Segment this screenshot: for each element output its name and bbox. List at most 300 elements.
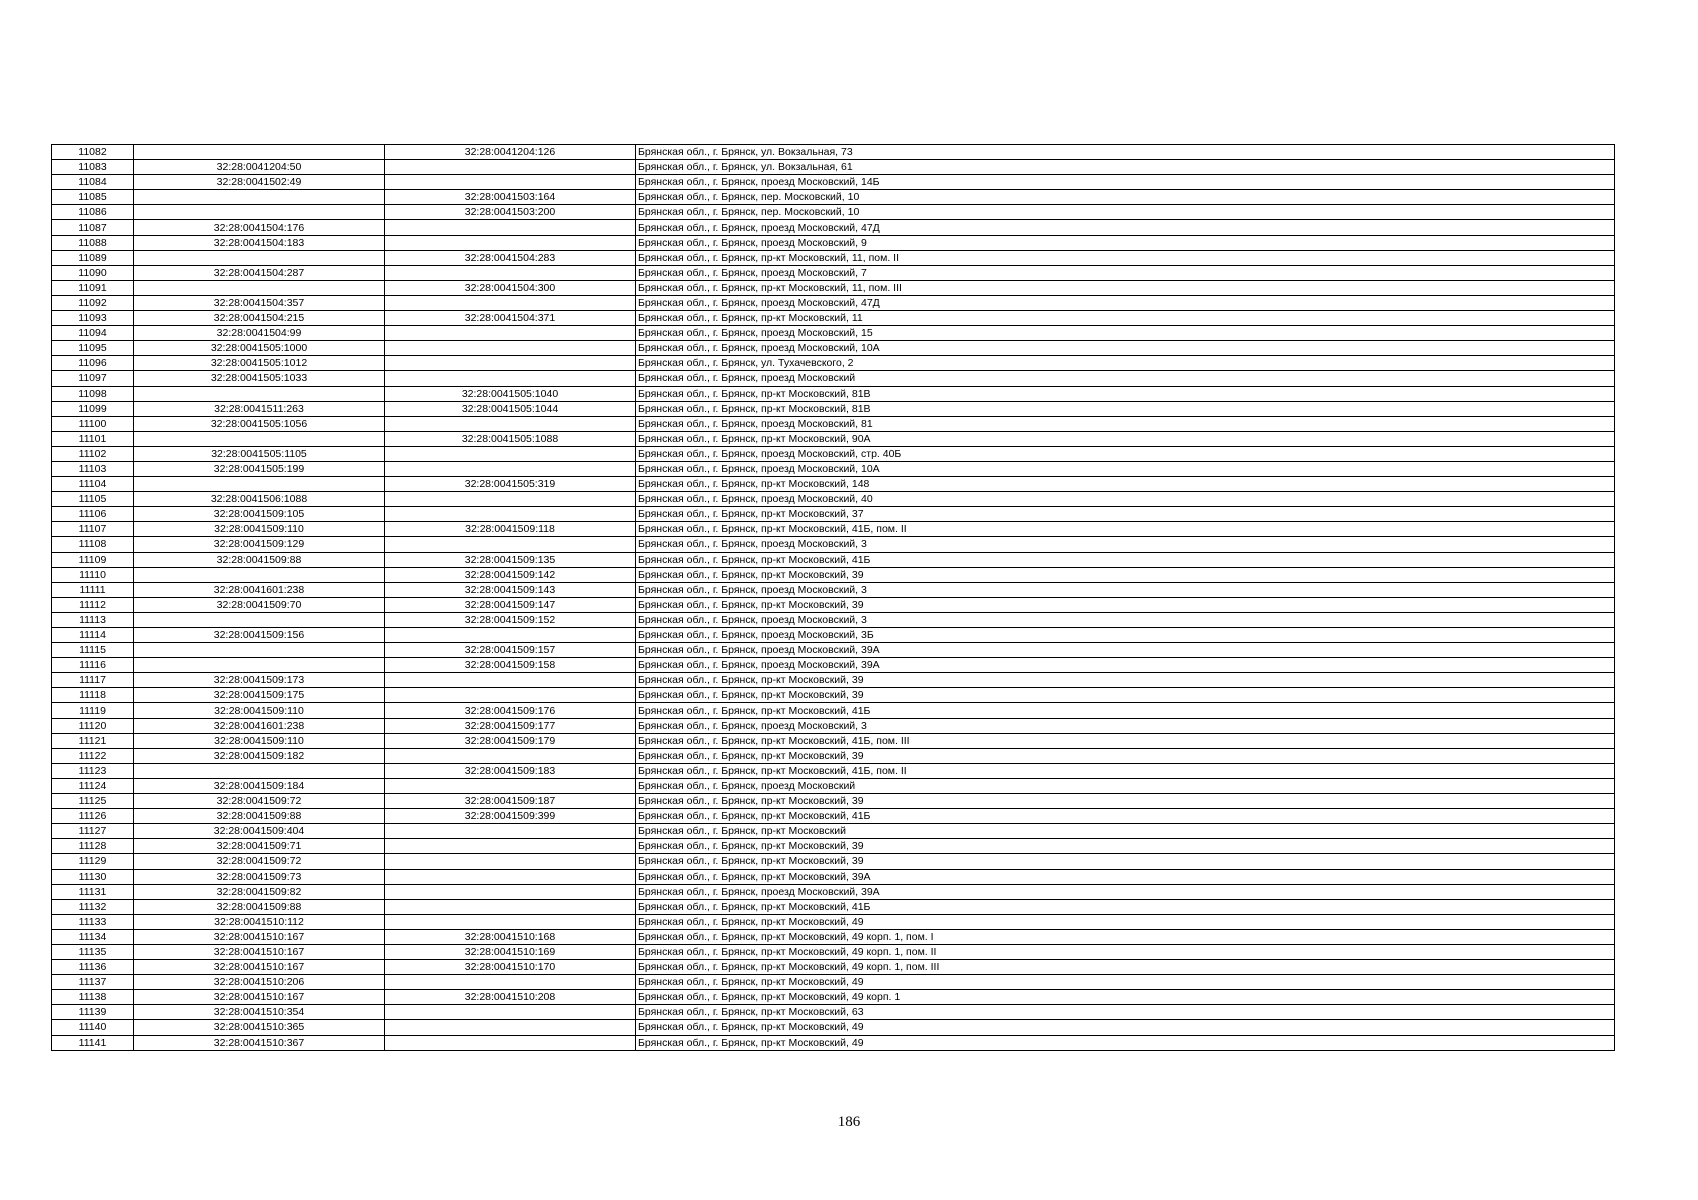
building-cadastral-number-cell: 32:28:0041509:142 bbox=[385, 567, 636, 582]
address-cell: Брянская обл., г. Брянск, проезд Московский, 47Д bbox=[636, 295, 1615, 310]
row-number-cell: 11087 bbox=[52, 220, 134, 235]
address-cell: Брянская обл., г. Брянск, пр-кт Московский, 11 bbox=[636, 311, 1615, 326]
address-cell: Брянская обл., г. Брянск, проезд Московский, 10А bbox=[636, 341, 1615, 356]
table-row bbox=[52, 552, 1615, 567]
address-cell: Брянская обл., г. Брянск, пр-кт Московский, 39 bbox=[636, 567, 1615, 582]
land-cadastral-number-cell: 32:28:0041502:49 bbox=[134, 175, 385, 190]
land-cadastral-number-cell bbox=[134, 612, 385, 627]
land-cadastral-number-cell: 32:28:0041504:215 bbox=[134, 311, 385, 326]
row-number-cell: 11110 bbox=[52, 567, 134, 582]
row-number-cell: 11139 bbox=[52, 1005, 134, 1020]
table-row bbox=[52, 733, 1615, 748]
table-row bbox=[52, 431, 1615, 446]
row-number-cell: 11125 bbox=[52, 794, 134, 809]
row-number-cell: 11129 bbox=[52, 854, 134, 869]
land-cadastral-number-cell: 32:28:0041504:183 bbox=[134, 235, 385, 250]
building-cadastral-number-cell: 32:28:0041510:168 bbox=[385, 929, 636, 944]
address-cell: Брянская обл., г. Брянск, проезд Московский, 3 bbox=[636, 537, 1615, 552]
table-row bbox=[52, 250, 1615, 265]
land-cadastral-number-cell bbox=[134, 431, 385, 446]
building-cadastral-number-cell bbox=[385, 220, 636, 235]
table-row bbox=[52, 446, 1615, 461]
table-row bbox=[52, 145, 1615, 160]
table-row bbox=[52, 612, 1615, 627]
address-cell: Брянская обл., г. Брянск, проезд Московский, 10А bbox=[636, 461, 1615, 476]
table-row bbox=[52, 718, 1615, 733]
building-cadastral-number-cell bbox=[385, 265, 636, 280]
address-cell: Брянская обл., г. Брянск, пр-кт Московский, 63 bbox=[636, 1005, 1615, 1020]
row-number-cell: 11102 bbox=[52, 446, 134, 461]
building-cadastral-number-cell bbox=[385, 235, 636, 250]
address-cell: Брянская обл., г. Брянск, ул. Вокзальная, 61 bbox=[636, 160, 1615, 175]
table-row bbox=[52, 854, 1615, 869]
table-row bbox=[52, 477, 1615, 492]
row-number-cell: 11097 bbox=[52, 371, 134, 386]
table-row bbox=[52, 884, 1615, 899]
land-cadastral-number-cell: 32:28:0041601:238 bbox=[134, 582, 385, 597]
building-cadastral-number-cell: 32:28:0041503:164 bbox=[385, 190, 636, 205]
address-cell: Брянская обл., г. Брянск, ул. Тухачевского, 2 bbox=[636, 356, 1615, 371]
address-cell: Брянская обл., г. Брянск, пр-кт Московский, 49 корп. 1 bbox=[636, 990, 1615, 1005]
land-cadastral-number-cell: 32:28:0041505:1056 bbox=[134, 416, 385, 431]
row-number-cell: 11133 bbox=[52, 914, 134, 929]
address-cell: Брянская обл., г. Брянск, пр-кт Московский, 39 bbox=[636, 854, 1615, 869]
building-cadastral-number-cell: 32:28:0041509:187 bbox=[385, 794, 636, 809]
building-cadastral-number-cell: 32:28:0041509:135 bbox=[385, 552, 636, 567]
building-cadastral-number-cell bbox=[385, 673, 636, 688]
land-cadastral-number-cell: 32:28:0041510:112 bbox=[134, 914, 385, 929]
property-registry-table bbox=[51, 144, 1615, 1051]
row-number-cell: 11141 bbox=[52, 1035, 134, 1050]
land-cadastral-number-cell: 32:28:0041505:1000 bbox=[134, 341, 385, 356]
table-row bbox=[52, 990, 1615, 1005]
table-row bbox=[52, 371, 1615, 386]
building-cadastral-number-cell: 32:28:0041509:158 bbox=[385, 658, 636, 673]
row-number-cell: 11130 bbox=[52, 869, 134, 884]
table-row bbox=[52, 944, 1615, 959]
table-row bbox=[52, 824, 1615, 839]
row-number-cell: 11107 bbox=[52, 522, 134, 537]
address-cell: Брянская обл., г. Брянск, пр-кт Московский, 39 bbox=[636, 673, 1615, 688]
row-number-cell: 11121 bbox=[52, 733, 134, 748]
building-cadastral-number-cell: 32:28:0041504:283 bbox=[385, 250, 636, 265]
row-number-cell: 11126 bbox=[52, 809, 134, 824]
building-cadastral-number-cell bbox=[385, 175, 636, 190]
address-cell: Брянская обл., г. Брянск, проезд Московский, 9 bbox=[636, 235, 1615, 250]
address-cell: Брянская обл., г. Брянск, проезд Московский, 7 bbox=[636, 265, 1615, 280]
land-cadastral-number-cell: 32:28:0041509:88 bbox=[134, 552, 385, 567]
building-cadastral-number-cell: 32:28:0041204:126 bbox=[385, 145, 636, 160]
row-number-cell: 11096 bbox=[52, 356, 134, 371]
table-row bbox=[52, 356, 1615, 371]
building-cadastral-number-cell: 32:28:0041509:177 bbox=[385, 718, 636, 733]
table-row bbox=[52, 265, 1615, 280]
building-cadastral-number-cell bbox=[385, 416, 636, 431]
table-row bbox=[52, 869, 1615, 884]
address-cell: Брянская обл., г. Брянск, пр-кт Московский, 49 корп. 1, пом. II bbox=[636, 944, 1615, 959]
row-number-cell: 11115 bbox=[52, 643, 134, 658]
row-number-cell: 11132 bbox=[52, 899, 134, 914]
row-number-cell: 11118 bbox=[52, 688, 134, 703]
table-row bbox=[52, 235, 1615, 250]
land-cadastral-number-cell: 32:28:0041509:71 bbox=[134, 839, 385, 854]
land-cadastral-number-cell: 32:28:0041504:357 bbox=[134, 295, 385, 310]
row-number-cell: 11089 bbox=[52, 250, 134, 265]
address-cell: Брянская обл., г. Брянск, проезд Московский, стр. 40Б bbox=[636, 446, 1615, 461]
building-cadastral-number-cell: 32:28:0041509:157 bbox=[385, 643, 636, 658]
building-cadastral-number-cell: 32:28:0041505:1040 bbox=[385, 386, 636, 401]
row-number-cell: 11091 bbox=[52, 280, 134, 295]
land-cadastral-number-cell: 32:28:0041509:156 bbox=[134, 628, 385, 643]
building-cadastral-number-cell bbox=[385, 295, 636, 310]
row-number-cell: 11093 bbox=[52, 311, 134, 326]
building-cadastral-number-cell bbox=[385, 356, 636, 371]
address-cell: Брянская обл., г. Брянск, проезд Московский, 81 bbox=[636, 416, 1615, 431]
address-cell: Брянская обл., г. Брянск, проезд Московский bbox=[636, 371, 1615, 386]
row-number-cell: 11111 bbox=[52, 582, 134, 597]
row-number-cell: 11106 bbox=[52, 507, 134, 522]
row-number-cell: 11101 bbox=[52, 431, 134, 446]
row-number-cell: 11109 bbox=[52, 552, 134, 567]
row-number-cell: 11084 bbox=[52, 175, 134, 190]
land-cadastral-number-cell bbox=[134, 145, 385, 160]
address-cell: Брянская обл., г. Брянск, проезд Московский, 39А bbox=[636, 658, 1615, 673]
land-cadastral-number-cell: 32:28:0041504:99 bbox=[134, 326, 385, 341]
row-number-cell: 11114 bbox=[52, 628, 134, 643]
table-row bbox=[52, 326, 1615, 341]
address-cell: Брянская обл., г. Брянск, проезд Московский, 39А bbox=[636, 884, 1615, 899]
table-row bbox=[52, 748, 1615, 763]
building-cadastral-number-cell bbox=[385, 914, 636, 929]
building-cadastral-number-cell bbox=[385, 507, 636, 522]
table-row bbox=[52, 673, 1615, 688]
table-row bbox=[52, 522, 1615, 537]
building-cadastral-number-cell bbox=[385, 688, 636, 703]
address-cell: Брянская обл., г. Брянск, проезд Московский bbox=[636, 778, 1615, 793]
address-cell: Брянская обл., г. Брянск, пр-кт Московский, 148 bbox=[636, 477, 1615, 492]
table-row bbox=[52, 763, 1615, 778]
row-number-cell: 11120 bbox=[52, 718, 134, 733]
address-cell: Брянская обл., г. Брянск, пр-кт Московский, 81В bbox=[636, 401, 1615, 416]
building-cadastral-number-cell: 32:28:0041510:169 bbox=[385, 944, 636, 959]
building-cadastral-number-cell: 32:28:0041509:179 bbox=[385, 733, 636, 748]
address-cell: Брянская обл., г. Брянск, пр-кт Московский, 41Б, пом. III bbox=[636, 733, 1615, 748]
address-cell: Брянская обл., г. Брянск, пр-кт Московский, 39 bbox=[636, 794, 1615, 809]
table-row bbox=[52, 280, 1615, 295]
table-row bbox=[52, 295, 1615, 310]
building-cadastral-number-cell: 32:28:0041509:176 bbox=[385, 703, 636, 718]
land-cadastral-number-cell: 32:28:0041511:263 bbox=[134, 401, 385, 416]
land-cadastral-number-cell: 32:28:0041505:1012 bbox=[134, 356, 385, 371]
table-row bbox=[52, 175, 1615, 190]
row-number-cell: 11112 bbox=[52, 597, 134, 612]
table-row bbox=[52, 929, 1615, 944]
row-number-cell: 11082 bbox=[52, 145, 134, 160]
land-cadastral-number-cell bbox=[134, 643, 385, 658]
table-row bbox=[52, 1020, 1615, 1035]
building-cadastral-number-cell bbox=[385, 884, 636, 899]
table-row bbox=[52, 960, 1615, 975]
land-cadastral-number-cell: 32:28:0041510:167 bbox=[134, 944, 385, 959]
table-row bbox=[52, 341, 1615, 356]
table-row bbox=[52, 386, 1615, 401]
land-cadastral-number-cell: 32:28:0041509:82 bbox=[134, 884, 385, 899]
building-cadastral-number-cell bbox=[385, 748, 636, 763]
table-row bbox=[52, 492, 1615, 507]
land-cadastral-number-cell: 32:28:0041509:70 bbox=[134, 597, 385, 612]
row-number-cell: 11085 bbox=[52, 190, 134, 205]
row-number-cell: 11131 bbox=[52, 884, 134, 899]
land-cadastral-number-cell: 32:28:0041509:88 bbox=[134, 809, 385, 824]
table-row bbox=[52, 899, 1615, 914]
table-row bbox=[52, 537, 1615, 552]
building-cadastral-number-cell bbox=[385, 160, 636, 175]
row-number-cell: 11116 bbox=[52, 658, 134, 673]
address-cell: Брянская обл., г. Брянск, пр-кт Московский, 49 корп. 1, пом. III bbox=[636, 960, 1615, 975]
land-cadastral-number-cell: 32:28:0041509:184 bbox=[134, 778, 385, 793]
table-row bbox=[52, 778, 1615, 793]
building-cadastral-number-cell: 32:28:0041510:170 bbox=[385, 960, 636, 975]
row-number-cell: 11090 bbox=[52, 265, 134, 280]
building-cadastral-number-cell bbox=[385, 869, 636, 884]
table-row bbox=[52, 597, 1615, 612]
table-row bbox=[52, 205, 1615, 220]
address-cell: Брянская обл., г. Брянск, пр-кт Московский, 39 bbox=[636, 839, 1615, 854]
land-cadastral-number-cell bbox=[134, 658, 385, 673]
land-cadastral-number-cell: 32:28:0041204:50 bbox=[134, 160, 385, 175]
address-cell: Брянская обл., г. Брянск, пр-кт Московский, 41Б bbox=[636, 703, 1615, 718]
row-number-cell: 11134 bbox=[52, 929, 134, 944]
land-cadastral-number-cell: 32:28:0041505:1033 bbox=[134, 371, 385, 386]
table-row bbox=[52, 507, 1615, 522]
land-cadastral-number-cell: 32:28:0041509:129 bbox=[134, 537, 385, 552]
building-cadastral-number-cell: 32:28:0041509:152 bbox=[385, 612, 636, 627]
land-cadastral-number-cell: 32:28:0041509:72 bbox=[134, 854, 385, 869]
land-cadastral-number-cell: 32:28:0041510:167 bbox=[134, 929, 385, 944]
land-cadastral-number-cell: 32:28:0041510:206 bbox=[134, 975, 385, 990]
address-cell: Брянская обл., г. Брянск, пр-кт Московский, 49 bbox=[636, 975, 1615, 990]
row-number-cell: 11119 bbox=[52, 703, 134, 718]
table-row bbox=[52, 461, 1615, 476]
building-cadastral-number-cell: 32:28:0041505:1088 bbox=[385, 431, 636, 446]
building-cadastral-number-cell bbox=[385, 899, 636, 914]
row-number-cell: 11128 bbox=[52, 839, 134, 854]
building-cadastral-number-cell bbox=[385, 824, 636, 839]
land-cadastral-number-cell bbox=[134, 280, 385, 295]
row-number-cell: 11122 bbox=[52, 748, 134, 763]
building-cadastral-number-cell: 32:28:0041503:200 bbox=[385, 205, 636, 220]
land-cadastral-number-cell bbox=[134, 205, 385, 220]
row-number-cell: 11094 bbox=[52, 326, 134, 341]
building-cadastral-number-cell bbox=[385, 371, 636, 386]
table-row bbox=[52, 628, 1615, 643]
row-number-cell: 11086 bbox=[52, 205, 134, 220]
land-cadastral-number-cell: 32:28:0041509:110 bbox=[134, 733, 385, 748]
table-row bbox=[52, 914, 1615, 929]
land-cadastral-number-cell bbox=[134, 567, 385, 582]
row-number-cell: 11095 bbox=[52, 341, 134, 356]
row-number-cell: 11108 bbox=[52, 537, 134, 552]
building-cadastral-number-cell bbox=[385, 341, 636, 356]
table-row bbox=[52, 190, 1615, 205]
land-cadastral-number-cell bbox=[134, 386, 385, 401]
table-row bbox=[52, 809, 1615, 824]
row-number-cell: 11138 bbox=[52, 990, 134, 1005]
building-cadastral-number-cell bbox=[385, 1035, 636, 1050]
row-number-cell: 11113 bbox=[52, 612, 134, 627]
building-cadastral-number-cell: 32:28:0041510:208 bbox=[385, 990, 636, 1005]
building-cadastral-number-cell: 32:28:0041504:300 bbox=[385, 280, 636, 295]
building-cadastral-number-cell bbox=[385, 461, 636, 476]
row-number-cell: 11117 bbox=[52, 673, 134, 688]
land-cadastral-number-cell: 32:28:0041510:354 bbox=[134, 1005, 385, 1020]
land-cadastral-number-cell: 32:28:0041509:182 bbox=[134, 748, 385, 763]
building-cadastral-number-cell bbox=[385, 446, 636, 461]
address-cell: Брянская обл., г. Брянск, пр-кт Московский, 39 bbox=[636, 688, 1615, 703]
address-cell: Брянская обл., г. Брянск, пр-кт Московский, 41Б, пом. II bbox=[636, 763, 1615, 778]
table-row bbox=[52, 416, 1615, 431]
table-row bbox=[52, 160, 1615, 175]
land-cadastral-number-cell: 32:28:0041509:173 bbox=[134, 673, 385, 688]
address-cell: Брянская обл., г. Брянск, пр-кт Московский, 41Б bbox=[636, 899, 1615, 914]
address-cell: Брянская обл., г. Брянск, ул. Вокзальная, 73 bbox=[636, 145, 1615, 160]
building-cadastral-number-cell: 32:28:0041509:118 bbox=[385, 522, 636, 537]
address-cell: Брянская обл., г. Брянск, проезд Московский, 3 bbox=[636, 582, 1615, 597]
table-row bbox=[52, 220, 1615, 235]
table-row bbox=[52, 567, 1615, 582]
address-cell: Брянская обл., г. Брянск, пр-кт Московский, 49 bbox=[636, 914, 1615, 929]
table-row bbox=[52, 401, 1615, 416]
land-cadastral-number-cell: 32:28:0041509:175 bbox=[134, 688, 385, 703]
address-cell: Брянская обл., г. Брянск, проезд Московский, 15 bbox=[636, 326, 1615, 341]
building-cadastral-number-cell bbox=[385, 492, 636, 507]
table-row bbox=[52, 643, 1615, 658]
address-cell: Брянская обл., г. Брянск, пер. Московский, 10 bbox=[636, 190, 1615, 205]
land-cadastral-number-cell: 32:28:0041509:73 bbox=[134, 869, 385, 884]
building-cadastral-number-cell: 32:28:0041505:319 bbox=[385, 477, 636, 492]
land-cadastral-number-cell: 32:28:0041509:404 bbox=[134, 824, 385, 839]
building-cadastral-number-cell: 32:28:0041509:183 bbox=[385, 763, 636, 778]
land-cadastral-number-cell bbox=[134, 763, 385, 778]
address-cell: Брянская обл., г. Брянск, пр-кт Московский, 41Б bbox=[636, 552, 1615, 567]
address-cell: Брянская обл., г. Брянск, пр-кт Московский, 39 bbox=[636, 597, 1615, 612]
row-number-cell: 11123 bbox=[52, 763, 134, 778]
table-row bbox=[52, 1005, 1615, 1020]
table-row bbox=[52, 1035, 1615, 1050]
land-cadastral-number-cell: 32:28:0041504:176 bbox=[134, 220, 385, 235]
table-row bbox=[52, 703, 1615, 718]
table-body bbox=[52, 145, 1615, 1051]
address-cell: Брянская обл., г. Брянск, пр-кт Московский, 49 bbox=[636, 1035, 1615, 1050]
address-cell: Брянская обл., г. Брянск, пер. Московский, 10 bbox=[636, 205, 1615, 220]
land-cadastral-number-cell bbox=[134, 250, 385, 265]
address-cell: Брянская обл., г. Брянск, пр-кт Московский, 41Б, пом. II bbox=[636, 522, 1615, 537]
building-cadastral-number-cell bbox=[385, 839, 636, 854]
building-cadastral-number-cell: 32:28:0041509:143 bbox=[385, 582, 636, 597]
address-cell: Брянская обл., г. Брянск, проезд Московский, 3Б bbox=[636, 628, 1615, 643]
land-cadastral-number-cell: 32:28:0041509:72 bbox=[134, 794, 385, 809]
building-cadastral-number-cell bbox=[385, 326, 636, 341]
table-row bbox=[52, 582, 1615, 597]
row-number-cell: 11103 bbox=[52, 461, 134, 476]
address-cell: Брянская обл., г. Брянск, проезд Московский, 47Д bbox=[636, 220, 1615, 235]
land-cadastral-number-cell: 32:28:0041509:105 bbox=[134, 507, 385, 522]
building-cadastral-number-cell: 32:28:0041505:1044 bbox=[385, 401, 636, 416]
land-cadastral-number-cell: 32:28:0041510:365 bbox=[134, 1020, 385, 1035]
row-number-cell: 11127 bbox=[52, 824, 134, 839]
building-cadastral-number-cell: 32:28:0041509:399 bbox=[385, 809, 636, 824]
row-number-cell: 11092 bbox=[52, 295, 134, 310]
table-row bbox=[52, 658, 1615, 673]
address-cell: Брянская обл., г. Брянск, пр-кт Московский, 11, пом. II bbox=[636, 250, 1615, 265]
land-cadastral-number-cell: 32:28:0041510:167 bbox=[134, 960, 385, 975]
row-number-cell: 11135 bbox=[52, 944, 134, 959]
land-cadastral-number-cell: 32:28:0041509:110 bbox=[134, 522, 385, 537]
building-cadastral-number-cell bbox=[385, 778, 636, 793]
address-cell: Брянская обл., г. Брянск, пр-кт Московский bbox=[636, 824, 1615, 839]
table-row bbox=[52, 839, 1615, 854]
land-cadastral-number-cell: 32:28:0041504:287 bbox=[134, 265, 385, 280]
land-cadastral-number-cell: 32:28:0041601:238 bbox=[134, 718, 385, 733]
building-cadastral-number-cell bbox=[385, 854, 636, 869]
address-cell: Брянская обл., г. Брянск, проезд Московский, 39А bbox=[636, 643, 1615, 658]
table-row bbox=[52, 688, 1615, 703]
address-cell: Брянская обл., г. Брянск, проезд Московский, 3 bbox=[636, 718, 1615, 733]
table-row bbox=[52, 975, 1615, 990]
row-number-cell: 11136 bbox=[52, 960, 134, 975]
row-number-cell: 11104 bbox=[52, 477, 134, 492]
address-cell: Брянская обл., г. Брянск, проезд Московский, 14Б bbox=[636, 175, 1615, 190]
address-cell: Брянская обл., г. Брянск, пр-кт Московский, 11, пом. III bbox=[636, 280, 1615, 295]
land-cadastral-number-cell: 32:28:0041509:110 bbox=[134, 703, 385, 718]
address-cell: Брянская обл., г. Брянск, пр-кт Московский, 81В bbox=[636, 386, 1615, 401]
building-cadastral-number-cell bbox=[385, 1020, 636, 1035]
land-cadastral-number-cell bbox=[134, 477, 385, 492]
row-number-cell: 11105 bbox=[52, 492, 134, 507]
land-cadastral-number-cell: 32:28:0041509:88 bbox=[134, 899, 385, 914]
row-number-cell: 11098 bbox=[52, 386, 134, 401]
building-cadastral-number-cell bbox=[385, 537, 636, 552]
row-number-cell: 11088 bbox=[52, 235, 134, 250]
address-cell: Брянская обл., г. Брянск, проезд Московский, 3 bbox=[636, 612, 1615, 627]
address-cell: Брянская обл., г. Брянск, пр-кт Московский, 49 корп. 1, пом. I bbox=[636, 929, 1615, 944]
table-row bbox=[52, 311, 1615, 326]
row-number-cell: 11099 bbox=[52, 401, 134, 416]
land-cadastral-number-cell: 32:28:0041505:199 bbox=[134, 461, 385, 476]
row-number-cell: 11124 bbox=[52, 778, 134, 793]
address-cell: Брянская обл., г. Брянск, проезд Московский, 40 bbox=[636, 492, 1615, 507]
building-cadastral-number-cell bbox=[385, 975, 636, 990]
land-cadastral-number-cell bbox=[134, 190, 385, 205]
land-cadastral-number-cell: 32:28:0041510:367 bbox=[134, 1035, 385, 1050]
building-cadastral-number-cell: 32:28:0041509:147 bbox=[385, 597, 636, 612]
page-number: 186 bbox=[837, 1114, 861, 1130]
building-cadastral-number-cell: 32:28:0041504:371 bbox=[385, 311, 636, 326]
land-cadastral-number-cell: 32:28:0041505:1105 bbox=[134, 446, 385, 461]
address-cell: Брянская обл., г. Брянск, пр-кт Московский, 37 bbox=[636, 507, 1615, 522]
address-cell: Брянская обл., г. Брянск, пр-кт Московский, 39А bbox=[636, 869, 1615, 884]
address-cell: Брянская обл., г. Брянск, пр-кт Московский, 49 bbox=[636, 1020, 1615, 1035]
row-number-cell: 11083 bbox=[52, 160, 134, 175]
land-cadastral-number-cell: 32:28:0041506:1088 bbox=[134, 492, 385, 507]
address-cell: Брянская обл., г. Брянск, пр-кт Московский, 90А bbox=[636, 431, 1615, 446]
building-cadastral-number-cell bbox=[385, 628, 636, 643]
building-cadastral-number-cell bbox=[385, 1005, 636, 1020]
address-cell: Брянская обл., г. Брянск, пр-кт Московский, 39 bbox=[636, 748, 1615, 763]
land-cadastral-number-cell: 32:28:0041510:167 bbox=[134, 990, 385, 1005]
row-number-cell: 11137 bbox=[52, 975, 134, 990]
address-cell: Брянская обл., г. Брянск, пр-кт Московский, 41Б bbox=[636, 809, 1615, 824]
